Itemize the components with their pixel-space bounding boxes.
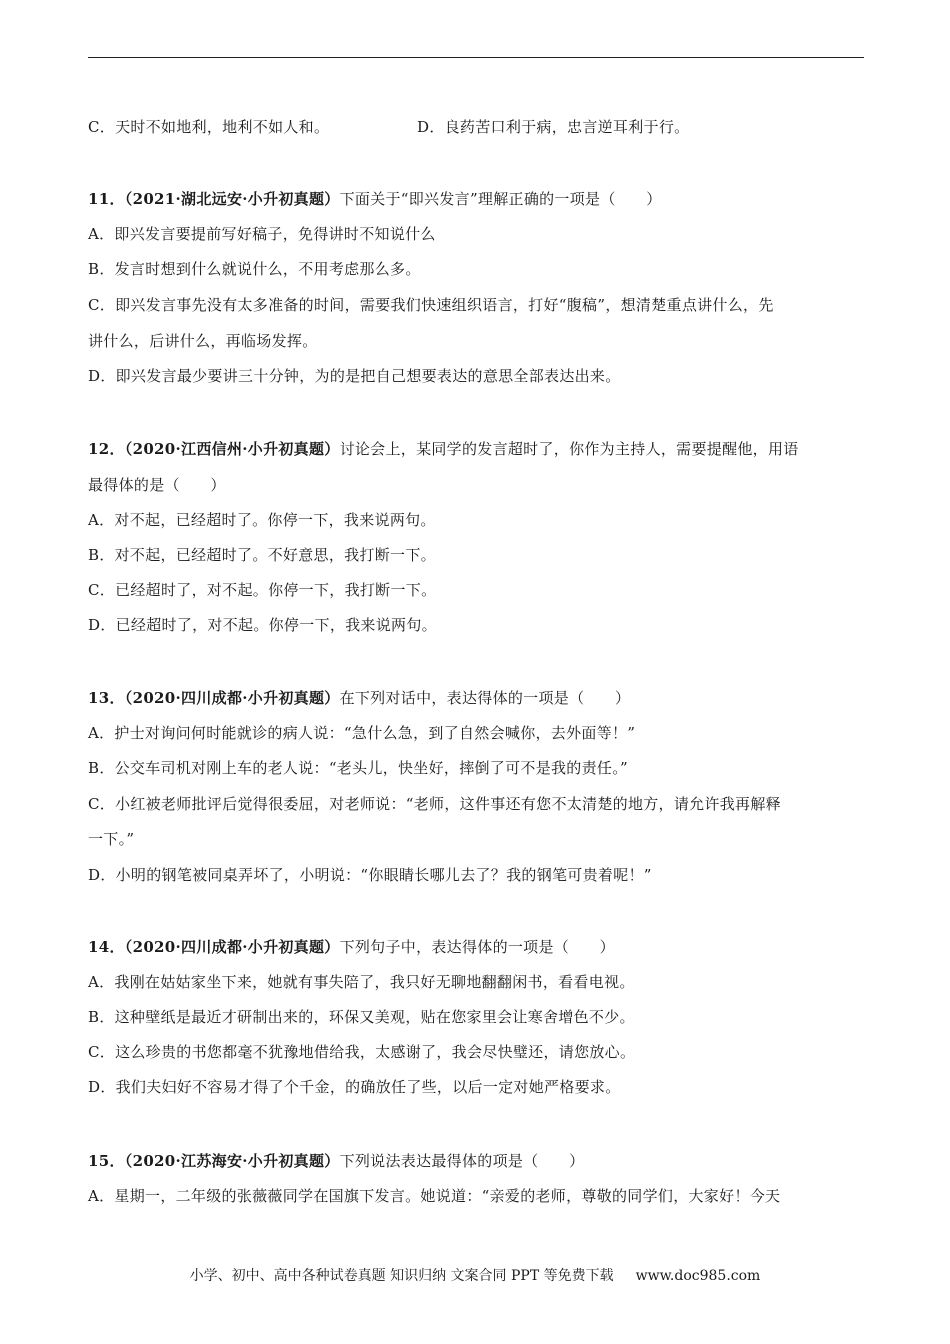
question-source: （2021·湖北远安·小升初真题） — [124, 190, 340, 208]
question-14-option-d: D．我们夫妇好不容易才得了个千金，的确放任了些，以后一定对她严格要求。 — [88, 1078, 621, 1096]
question-14-option-c: C．这么珍贵的书您都毫不犹豫地借给我，太感谢了，我会尽快璧还，请您放心。 — [88, 1043, 636, 1061]
question-number: 14． — [88, 938, 125, 956]
question-number: 11． — [88, 190, 125, 208]
question-12-option-c: C．已经超时了，对不起。你停一下，我打断一下。 — [88, 581, 437, 599]
question-15-option-a: A．星期一，二年级的张薇薇同学在国旗下发言。她说道：“亲爱的老师，尊敬的同学们，大家好！今天 — [88, 1187, 781, 1205]
option-d-prev: D．良药苦口利于病，忠言逆耳利于行。 — [417, 118, 690, 136]
question-source: （2020·江西信州·小升初真题） — [124, 440, 340, 458]
question-14-option-a: A．我刚在姑姑家坐下来，她就有事失陪了，我只好无聊地翻翻闲书，看看电视。 — [88, 973, 635, 991]
question-11-option-c-line2: 讲什么，后讲什么，再临场发挥。 — [88, 332, 318, 350]
question-number: 12． — [88, 440, 125, 458]
question-11-stem — [88, 189, 662, 209]
question-text: 讨论会上，某同学的发言超时了，你作为主持人，需要提醒他，用语 — [339, 440, 799, 458]
option-c-prev: C．天时不如地利，地利不如人和。 — [88, 118, 330, 136]
page-footer — [0, 1266, 950, 1286]
question-11-option-b: B．发言时想到什么就说什么，不用考虑那么多。 — [88, 260, 421, 278]
question-11-option-c-line1: C．即兴发言事先没有太多准备的时间，需要我们快速组织语言，打好“腹稿”，想清楚重点讲什么，先 — [88, 296, 774, 314]
question-13-option-c-line2: 一下。” — [88, 830, 135, 848]
question-text: 在下列对话中，表达得体的一项是（ ） — [339, 689, 631, 707]
question-source: （2020·江苏海安·小升初真题） — [124, 1152, 340, 1170]
question-text: 下面关于“即兴发言”理解正确的一项是（ ） — [339, 190, 662, 208]
question-number: 13． — [88, 689, 125, 707]
question-source: （2020·四川成都·小升初真题） — [124, 689, 340, 707]
question-text: 下列句子中，表达得体的一项是（ ） — [339, 938, 615, 956]
question-13-option-d: D．小明的钢笔被同桌弄坏了，小明说：“你眼睛长哪儿去了？我的钢笔可贵着呢！” — [88, 866, 652, 884]
question-15-stem — [88, 1151, 584, 1171]
question-13-stem — [88, 688, 630, 708]
question-number: 15． — [88, 1152, 125, 1170]
question-text: 下列说法表达最得体的项是（ ） — [339, 1152, 585, 1170]
footer-site-link[interactable]: www.doc985.com — [635, 1268, 761, 1284]
question-13-option-a: A．护士对询问何时能就诊的病人说：“急什么急，到了自然会喊你，去外面等！” — [88, 724, 636, 742]
header-rule — [88, 57, 864, 58]
question-14-option-b: B．这种壁纸是最近才研制出来的，环保又美观，贴在您家里会让寒舍增色不少。 — [88, 1008, 635, 1026]
footer-text: 小学、初中、高中各种试卷真题 知识归纳 文案合同 PPT 等免费下载 — [189, 1268, 614, 1284]
question-12-option-b: B．对不起，已经超时了。不好意思，我打断一下。 — [88, 546, 436, 564]
question-13-option-b: B．公交车司机对刚上车的老人说：“老头儿，快坐好，摔倒了可不是我的责任。” — [88, 759, 628, 777]
question-12-stem-line2: 最得体的是（ ） — [88, 476, 226, 494]
question-13-option-c-line1: C．小红被老师批评后觉得很委屈，对老师说：“老师，这件事还有您不太清楚的地方，请允许我再解释 — [88, 795, 781, 813]
question-14-stem — [88, 937, 615, 957]
question-source: （2020·四川成都·小升初真题） — [124, 938, 340, 956]
question-12-option-d: D．已经超时了，对不起。你停一下，我来说两句。 — [88, 616, 437, 634]
question-11-option-a: A．即兴发言要提前写好稿子，免得讲时不知说什么 — [88, 225, 436, 243]
question-11-option-d: D．即兴发言最少要讲三十分钟，为的是把自己想要表达的意思全部表达出来。 — [88, 367, 621, 385]
question-12-option-a: A．对不起，已经超时了。你停一下，我来说两句。 — [88, 511, 436, 529]
question-12-stem-line1 — [88, 439, 799, 459]
